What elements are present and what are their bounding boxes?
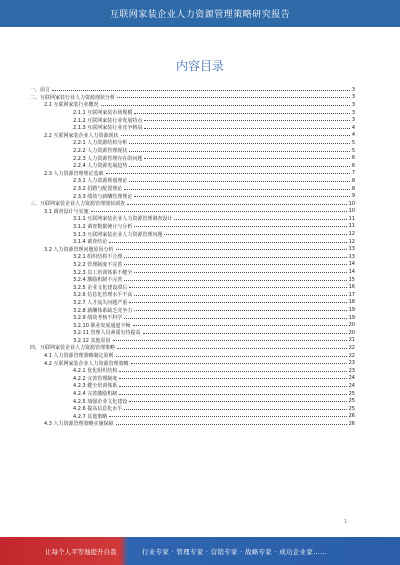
- toc-entry[interactable]: [30, 352, 355, 360]
- toc-leader-dots: [124, 186, 350, 190]
- toc-leader-dots: [129, 299, 346, 303]
- toc-entry-page: 26: [348, 413, 355, 420]
- toc-entry-page: 24: [348, 375, 355, 382]
- toc-entry[interactable]: [30, 390, 355, 398]
- toc-entry-label: 4.2 互联网家装企业人力资源管理策略: [44, 360, 129, 367]
- toc-entry[interactable]: [30, 283, 355, 291]
- toc-entry-label: 3.2.1 组织结构不合理: [73, 254, 123, 261]
- toc-entry-label: 4.1 人力资源管理策略制定原则: [44, 353, 114, 360]
- toc-entry-label: 3.2.4 激励机制不完善: [73, 277, 123, 284]
- toc-entry-page: 7: [351, 170, 355, 177]
- toc-leader-dots: [129, 163, 350, 167]
- toc-entry-page: 16: [348, 284, 355, 291]
- toc-entry[interactable]: [30, 86, 355, 94]
- toc-entry-page: 10: [348, 208, 355, 215]
- toc-entry[interactable]: [30, 382, 355, 390]
- toc-entry[interactable]: [30, 276, 355, 284]
- toc-entry-label: 3.1.1 互联网家装企业人力资源管理调查设计: [73, 216, 173, 223]
- toc-entry-label: 4.2.7 其他策略: [73, 413, 108, 420]
- toc-leader-dots: [121, 132, 350, 136]
- toc-entry-label: 2.1.2 互联网家装行业发展特点: [73, 117, 143, 124]
- toc-entry[interactable]: [30, 367, 355, 375]
- toc-entry[interactable]: [30, 375, 355, 383]
- toc-leader-dots: [129, 178, 350, 182]
- toc-entry-page: 8: [351, 177, 355, 184]
- toc-entry[interactable]: [30, 314, 355, 322]
- document-title: 互联网家装企业人力资源管理策略研究报告: [109, 10, 291, 20]
- toc-entry-page: 14: [348, 261, 355, 268]
- toc-leader-dots: [106, 170, 350, 174]
- toc-entry-label: 2.2.4 人力资源发展趋势: [73, 163, 128, 170]
- toc-entry-page: 21: [348, 337, 355, 344]
- toc-leader-dots: [124, 254, 346, 258]
- footer-slogan: 让每个人平等地提升自我: [45, 547, 117, 556]
- footer-banner: [0, 537, 400, 565]
- footer-experts: 行业专家 · 管理专家 · 营销专家 · 战略专家 · 成功企业家……: [142, 547, 327, 556]
- toc-entry[interactable]: [30, 147, 355, 155]
- toc-entry[interactable]: [30, 139, 355, 147]
- toc-entry[interactable]: [30, 291, 355, 299]
- toc-entry[interactable]: [30, 344, 355, 352]
- toc-entry-label: 三、互联网家装企业人力资源管理现状调查: [30, 201, 126, 208]
- toc-entry-page: 8: [351, 185, 355, 192]
- toc-entry[interactable]: [30, 124, 355, 132]
- toc-entry[interactable]: [30, 116, 355, 124]
- toc-leader-dots: [113, 337, 347, 341]
- toc-leader-dots: [134, 292, 346, 296]
- toc-entry[interactable]: [30, 359, 355, 367]
- toc-leader-dots: [116, 246, 347, 250]
- toc-entry[interactable]: [30, 238, 355, 246]
- toc-entry[interactable]: [30, 397, 355, 405]
- toc-leader-dots: [129, 140, 350, 144]
- toc-entry[interactable]: [30, 223, 355, 231]
- toc-entry-page: 4: [351, 132, 355, 139]
- toc-entry-label: 3.1.3 互联网家装企业人力资源管理问题: [73, 231, 163, 238]
- toc-leader-dots: [134, 269, 346, 273]
- toc-leader-dots: [134, 193, 349, 197]
- toc-entry-label: 4.2.1 优化组织结构: [73, 368, 118, 375]
- toc-entry-page: 6: [351, 155, 355, 162]
- toc-entry-page: 13: [348, 253, 355, 260]
- toc-entry-label: 2.1.1 互联网家装市场规模: [73, 110, 133, 117]
- toc-entry-page: 20: [348, 329, 355, 336]
- toc-entry[interactable]: [30, 253, 355, 261]
- toc-entry-label: 3.2 人力资源管理问题原因分析: [44, 246, 114, 253]
- toc-entry-page: 3: [351, 94, 355, 101]
- toc-entry[interactable]: [30, 299, 355, 307]
- toc-leader-dots: [109, 413, 346, 417]
- document-header: [0, 0, 400, 27]
- toc-entry-label: 2.2.1 人力资源结构分析: [73, 140, 128, 147]
- toc-entry-page: 9: [351, 193, 355, 200]
- toc-entry[interactable]: [30, 268, 355, 276]
- toc-leader-dots: [164, 231, 346, 235]
- toc-entry-page: 13: [348, 246, 355, 253]
- toc-entry-label: 3.2.9 绩效考核不科学: [73, 315, 123, 322]
- toc-entry[interactable]: [30, 94, 355, 102]
- toc-entry-page: 23: [348, 367, 355, 374]
- toc-entry-page: 14: [348, 269, 355, 276]
- toc-leader-dots: [101, 102, 350, 106]
- toc-leader-dots: [119, 383, 346, 387]
- toc-entry-label: 4.2.3 健全培训体系: [73, 383, 118, 390]
- toc-leader-dots: [129, 398, 346, 402]
- toc-entry-label: 2.2.2 人力资源管理现状: [73, 148, 128, 155]
- toc-entry-page: 12: [348, 231, 355, 238]
- toc-entry-page: 6: [351, 162, 355, 169]
- toc-entry-page: 11: [348, 223, 355, 230]
- toc-entry-label: 3.2.6 信息化管理水平不高: [73, 292, 133, 299]
- toc-entry[interactable]: [30, 261, 355, 269]
- toc-entry-label: 2.3.2 招聘与配置理论: [73, 186, 123, 193]
- toc-entry-label: 2.2.3 人力资源管理存在的问题: [73, 155, 143, 162]
- toc-entry-page: 5: [351, 147, 355, 154]
- toc-leader-dots: [119, 375, 346, 379]
- toc-entry-label: 2.3.3 绩效与薪酬管理理论: [73, 193, 133, 200]
- toc-leader-dots: [133, 322, 347, 326]
- toc-entry-page: 3: [351, 109, 355, 116]
- toc-entry-page: 4: [351, 124, 355, 131]
- toc-entry[interactable]: [30, 192, 355, 200]
- toc-leader-dots: [116, 353, 347, 357]
- toc-leader-dots: [129, 284, 346, 288]
- toc-entry-page: 3: [351, 117, 355, 124]
- toc-entry-page: 5: [351, 139, 355, 146]
- toc-leader-dots: [91, 208, 347, 212]
- toc-entry[interactable]: [30, 413, 355, 421]
- toc-leader-dots: [109, 239, 346, 243]
- toc-entry-page: 25: [348, 398, 355, 405]
- toc-entry[interactable]: [30, 321, 355, 329]
- toc-entry-page: 17: [348, 291, 355, 298]
- toc-entry-label: 3.2.2 管理制度不完善: [73, 261, 123, 268]
- toc-entry[interactable]: [30, 162, 355, 170]
- toc-leader-dots: [134, 110, 349, 114]
- toc-entry-label: 4.2.2 完善管理制度: [73, 375, 118, 382]
- toc-entry[interactable]: [30, 215, 355, 223]
- toc-leader-dots: [134, 307, 346, 311]
- toc-entry-label: 2.3.1 人力资源规划理论: [73, 178, 128, 185]
- toc-entry[interactable]: [30, 132, 355, 140]
- toc-entry[interactable]: [30, 177, 355, 185]
- toc-entry-page: 3: [351, 86, 355, 93]
- toc-leader-dots: [143, 330, 347, 334]
- toc-leader-dots: [52, 87, 350, 91]
- toc-entry[interactable]: [30, 329, 355, 337]
- toc-entry-page: 25: [348, 405, 355, 412]
- toc-entry-label: 3.2.12 其他原因: [73, 337, 111, 344]
- toc-entry-page: 24: [348, 382, 355, 389]
- toc-entry[interactable]: [30, 101, 355, 109]
- toc-entry-label: 3.2.8 薪酬体系缺乏竞争力: [73, 307, 133, 314]
- toc-entry[interactable]: [30, 109, 355, 117]
- toc-entry-label: 2.1 互联网家装行业概况: [44, 102, 99, 109]
- toc-entry-label: 一、前言: [30, 87, 51, 94]
- toc-leader-dots: [174, 216, 346, 220]
- toc-entry[interactable]: [30, 154, 355, 162]
- toc-leader-dots: [117, 345, 347, 349]
- toc-entry-page: 10: [348, 200, 355, 207]
- toc-entry[interactable]: [30, 306, 355, 314]
- toc-entry-label: 3.2.5 企业文化建设滞后: [73, 284, 128, 291]
- toc-leader-dots: [134, 223, 346, 227]
- toc-entry-page: 20: [348, 322, 355, 329]
- toc-entry-label: 4.2.6 提高信息化水平: [73, 406, 123, 413]
- toc-leader-dots: [116, 421, 347, 425]
- toc-entry-page: 18: [348, 299, 355, 306]
- toc-title: 内容目录: [175, 59, 224, 73]
- toc-entry-label: 2.3 人力资源管理理论基础: [44, 170, 104, 177]
- toc-entry[interactable]: [30, 420, 355, 428]
- toc-entry[interactable]: [30, 185, 355, 193]
- toc-entry-label: 4.3 人力资源管理策略实施保障: [44, 421, 114, 428]
- toc-entry-page: 19: [348, 314, 355, 321]
- toc-leader-dots: [117, 94, 350, 98]
- toc-entry-page: 11: [348, 215, 355, 222]
- toc-entry-label: 4.2.4 完善激励机制: [73, 391, 118, 398]
- toc-entry[interactable]: [30, 208, 355, 216]
- toc-leader-dots: [127, 201, 347, 205]
- page-number: 1: [344, 519, 348, 525]
- toc-leader-dots: [144, 155, 349, 159]
- toc-leader-dots: [144, 117, 349, 121]
- toc-entry-page: 3: [351, 101, 355, 108]
- toc-entry-label: 四、互联网家装企业人力资源管理策略: [30, 345, 116, 352]
- toc-entry-label: 4.2.5 加强企业文化建设: [73, 398, 128, 405]
- toc-entry-label: 3.2.10 职业发展通道不畅: [73, 322, 131, 329]
- toc-entry-label: 2.2 互联网家装企业人力资源现状: [44, 132, 119, 139]
- toc-entry-page: 15: [348, 276, 355, 283]
- toc-entry-label: 二、互联网家装行业人力资源现状分析: [30, 94, 116, 101]
- toc-leader-dots: [119, 391, 346, 395]
- toc-entry-label: 2.1.3 互联网家装行业竞争格局: [73, 125, 143, 132]
- toc-leader-dots: [124, 406, 346, 410]
- toc-entry-label: 3.1 调查设计与实施: [44, 208, 89, 215]
- toc-entry-page: 12: [348, 238, 355, 245]
- toc-entry-page: 25: [348, 390, 355, 397]
- toc-leader-dots: [131, 360, 347, 364]
- toc-leader-dots: [144, 125, 349, 129]
- toc-entry[interactable]: [30, 230, 355, 238]
- toc-leader-dots: [124, 315, 346, 319]
- table-of-contents: [30, 86, 355, 428]
- toc-entry-page: 26: [348, 420, 355, 427]
- toc-entry-page: 23: [348, 360, 355, 367]
- toc-entry[interactable]: [30, 200, 355, 208]
- toc-leader-dots: [124, 261, 346, 265]
- toc-leader-dots: [119, 368, 346, 372]
- toc-entry[interactable]: [30, 170, 355, 178]
- toc-entry-label: 3.1.2 调查数据统计与分析: [73, 223, 133, 230]
- toc-entry[interactable]: [30, 405, 355, 413]
- toc-entry[interactable]: [30, 337, 355, 345]
- toc-entry-label: 3.1.4 调查结论: [73, 239, 108, 246]
- toc-entry-page: 19: [348, 307, 355, 314]
- toc-leader-dots: [129, 148, 350, 152]
- toc-entry-label: 3.2.3 员工培训体系不健全: [73, 269, 133, 276]
- toc-entry[interactable]: [30, 245, 355, 253]
- toc-entry-page: 22: [348, 344, 355, 351]
- toc-entry-label: 3.2.7 人才流失问题严重: [73, 299, 128, 306]
- toc-entry-page: 22: [348, 352, 355, 359]
- toc-leader-dots: [124, 277, 346, 281]
- toc-entry-label: 3.2.11 管理人员素质有待提高: [73, 330, 141, 337]
